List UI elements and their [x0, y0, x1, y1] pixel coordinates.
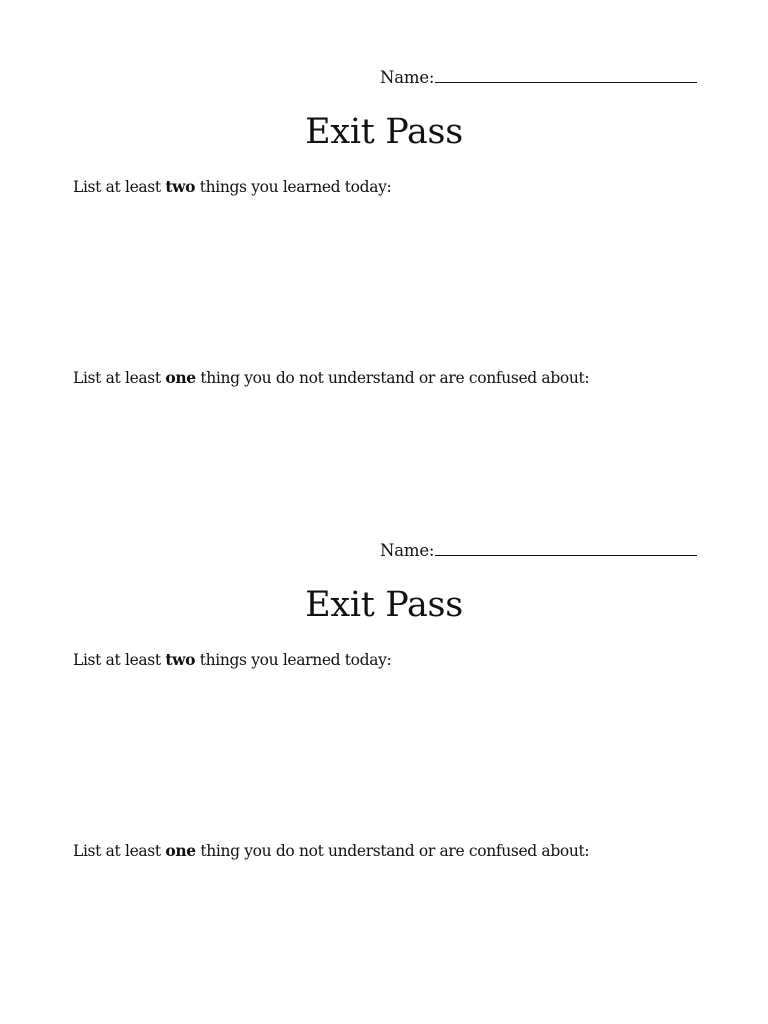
exit-pass-2: [0, 473, 768, 947]
learned-prompt: [73, 177, 391, 196]
learned-prompt-after: things you learned today:: [195, 651, 392, 669]
learned-prompt: [73, 650, 391, 669]
confused-prompt-before: List at least: [73, 842, 166, 860]
confused-prompt-emphasis: one: [165, 368, 196, 387]
learned-prompt-after: things you learned today:: [195, 178, 392, 196]
confused-prompt: [73, 368, 589, 387]
confused-prompt-emphasis: one: [165, 841, 196, 860]
confused-prompt: [73, 841, 589, 860]
confused-prompt-after: thing you do not understand or are confused about:: [195, 369, 590, 387]
page-title: Exit Pass: [305, 585, 463, 625]
learned-prompt-before: List at least: [73, 178, 166, 196]
confused-prompt-before: List at least: [73, 369, 166, 387]
name-blank-line[interactable]: [435, 540, 697, 556]
name-field[interactable]: [380, 67, 697, 87]
name-blank-line[interactable]: [435, 67, 697, 83]
learned-prompt-emphasis: two: [165, 650, 196, 669]
confused-prompt-after: thing you do not understand or are confused about:: [195, 842, 590, 860]
learned-prompt-before: List at least: [73, 651, 166, 669]
page-title: Exit Pass: [305, 112, 463, 152]
name-label: Name:: [380, 541, 435, 560]
learned-prompt-emphasis: two: [165, 177, 196, 196]
name-field[interactable]: [380, 540, 697, 560]
exit-pass-1: [0, 0, 768, 474]
name-label: Name:: [380, 68, 435, 87]
